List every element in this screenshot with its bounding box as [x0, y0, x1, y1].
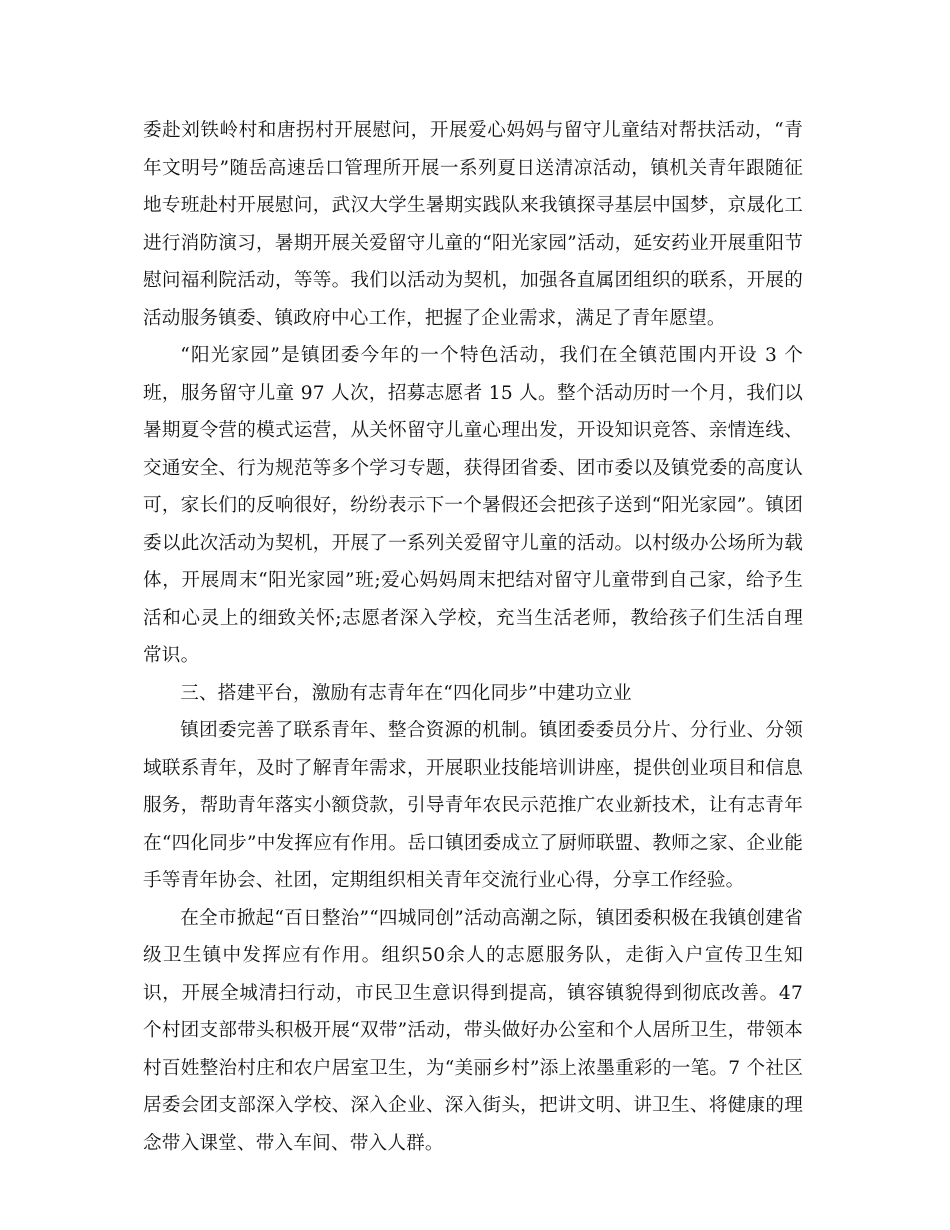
document-body	[143, 112, 803, 1162]
paragraph-sanitation-campaign: 在全市掀起“百日整治”“四城同创”活动高潮之际，镇团委积极在我镇创建省级卫生镇中发挥应有作用。组织50余人的志愿服务队，走街入户宣传卫生知识，开展全城清扫行动，市民卫生意识得到提高，镇容镇貌得到彻底改善。47 个村团支部带头积极开展“双带”活动，带头做好办公室和个人居所卫生，带领本村百姓整治村庄和农户居室卫生，为“美丽乡村”添上浓墨重彩的一笔。7 个社区居委会团支部深入学校、深入企业、深入街头，把讲文明、讲卫生、将健康的理念带入课堂、带入车间、带入人群。	[143, 907, 803, 1154]
paragraph-activities-continued: 委赴刘铁岭村和唐拐村开展慰问，开展爱心妈妈与留守儿童结对帮扶活动，“青年文明号”随岳高速岳口管理所开展一系列夏日送清凉活动，镇机关青年跟随征地专班赴村开展慰问，武汉大学生暑期实践队来我镇探寻基层中国梦，京晟化工进行消防演习，暑期开展关爱留守儿童的“阳光家园”活动，延安药业开展重阳节慰问福利院活动，等等。我们以活动为契机，加强各直属团组织的联系，开展的活动服务镇委、镇政府中心工作，把握了企业需求，满足了青年愿望。	[143, 120, 803, 329]
paragraph-sunshine-home: “阳光家园”是镇团委今年的一个特色活动，我们在全镇范围内开设 3 个班，服务留守儿童 97 人次，招募志愿者 15 人。整个活动历时一个月，我们以暑期夏令营的模式运营，从关怀留守儿童心理出发，开设知识竞答、亲情连线、交通安全、行为规范等多个学习专题，获得团省委、团市委以及镇党委的高度认可，家长们的反响很好，纷纷表示下一个暑假还会把孩子送到“阳光家园”。镇团委以此次活动为契机，开展了一系列关爱留守儿童的活动。以村级办公场所为载体，开展周末“阳光家园”班;爱心妈妈周末把结对留守儿童带到自己家，给予生活和心灵上的细致关怀;志愿者深入学校，充当生活老师，教给孩子们生活自理常识。	[143, 345, 803, 666]
paragraph-youth-mechanism: 镇团委完善了联系青年、整合资源的机制。镇团委委员分片、分行业、分领域联系青年，及时了解青年需求，开展职业技能培训讲座，提供创业项目和信息服务，帮助青年落实小额贷款，引导青年农民示范推广农业新技术，让有志青年在“四化同步”中发挥应有作用。岳口镇团委成立了厨师联盟、教师之家、企业能手等青年协会、社团，定期组织相关青年交流行业心得，分享工作经验。	[143, 720, 803, 891]
section-heading-three: 三、搭建平台，激励有志青年在“四化同步”中建功立业	[180, 682, 632, 704]
